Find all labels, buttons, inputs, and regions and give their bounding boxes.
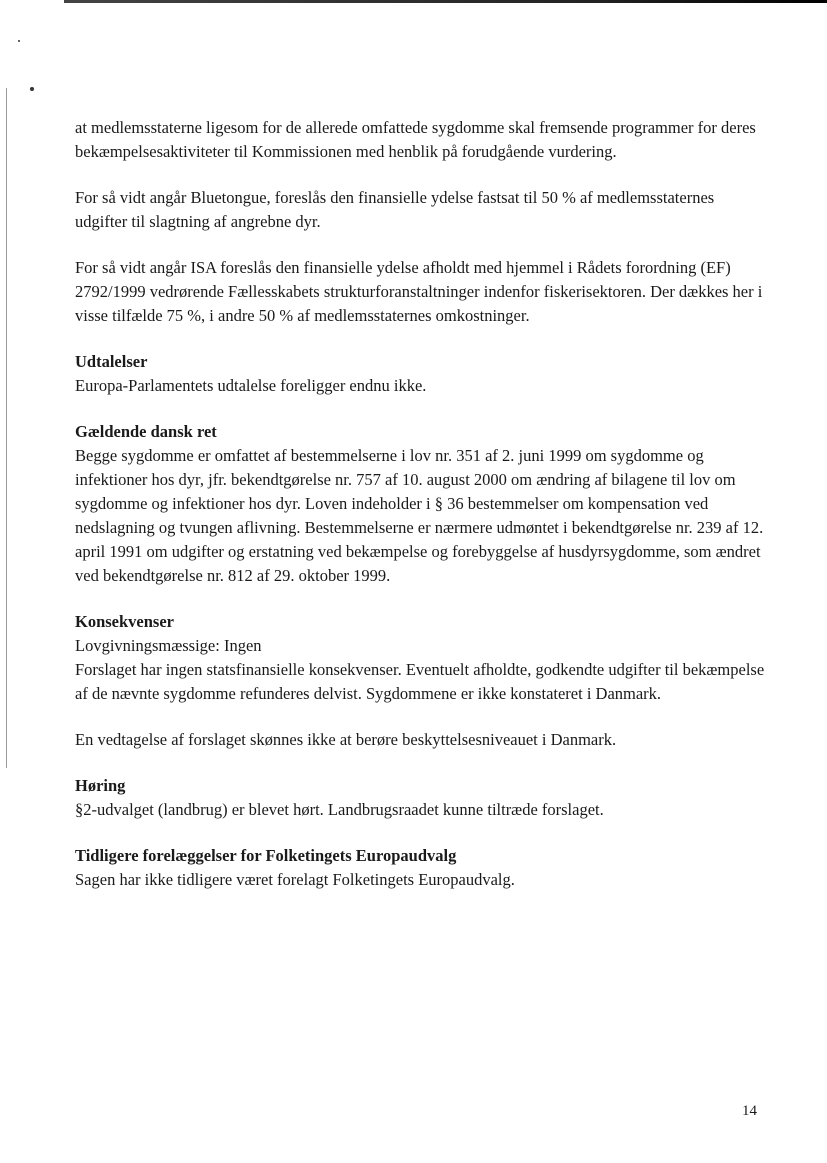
intro-paragraph: For så vidt angår Bluetongue, foreslås den finansielle ydelse fastsat til 50 % af medlemsstaternes udgifter til slagtning af angrebne dyr. [75, 188, 715, 231]
section-text: Lovgivningsmæssige: Ingen [75, 636, 262, 655]
left-margin-rule [6, 88, 7, 768]
section-udtalelser [75, 350, 765, 398]
section-heading: Konsekvenser [75, 612, 174, 631]
section-heading: Høring [75, 776, 126, 795]
section-heading: Gældende dansk ret [75, 422, 217, 441]
intro-paragraph: For så vidt angår ISA foreslås den finansielle ydelse afholdt med hjemmel i Rådets forordning (EF) 2792/1999 vedrørende Fællesskabets strukturforanstaltninger indenfor fiskerisektoren. Der dækkes her i visse tilfælde 75 %, i andre 50 % af medlemsstaternes omkostninger. [75, 258, 763, 325]
section-text: Forslaget har ingen statsfinansielle konsekvenser. Eventuelt afholdte, godkendte udgifter til bekæmpelse af de nævnte sygdomme refunderes delvist. Sygdommene er ikke konstateret i Danmark. [75, 660, 765, 703]
section-text: §2-udvalget (landbrug) er blevet hørt. Landbrugsraadet kunne tiltræde forslaget. [75, 800, 604, 819]
section-text: Sagen har ikke tidligere været forelagt Folketingets Europaudvalg. [75, 870, 515, 889]
intro-paragraph: at medlemsstaterne ligesom for de allerede omfattede sygdomme skal fremsende programmer for deres bekæmpelsesaktiviteter til Kommissionen med henblik på forudgående vurdering. [75, 118, 756, 161]
page-number: 14 [742, 1103, 757, 1119]
section-text: Begge sygdomme er omfattet af bestemmelserne i lov nr. 351 af 2. juni 1999 om sygdomme og infektioner hos dyr, jfr. bekendtgørelse nr. 757 af 10. august 2000 om ændring af bilagene til lov om sygdomme og infektioner hos dyr. Loven indeholder i § 36 bestemmelser om kompensation ved nedslagning og tvungen aflivning. Bestemmelserne er nærmere udmøntet i bekendtgørelse nr. 239 af 12. april 1991 om udgifter og erstatning ved bekæmpelse og forebyggelse af husdyrsygdomme, som ændret ved bekendtgørelse nr. 812 af 29. oktober 1999. [75, 446, 764, 585]
section-dansk-ret [75, 420, 765, 588]
section-hoering [75, 774, 765, 822]
section-konsekvenser [75, 610, 765, 752]
scan-speck [30, 87, 34, 91]
section-heading: Udtalelser [75, 352, 148, 371]
section-heading: Tidligere forelæggelser for Folketingets Europaudvalg [75, 846, 457, 865]
section-tidligere [75, 844, 765, 892]
scan-speck [18, 40, 20, 42]
section-text: En vedtagelse af forslaget skønnes ikke at berøre beskyttelsesniveauet i Danmark. [75, 730, 617, 749]
page-body [75, 116, 765, 914]
top-rule [64, 0, 827, 3]
section-text: Europa-Parlamentets udtalelse foreligger endnu ikke. [75, 376, 427, 395]
